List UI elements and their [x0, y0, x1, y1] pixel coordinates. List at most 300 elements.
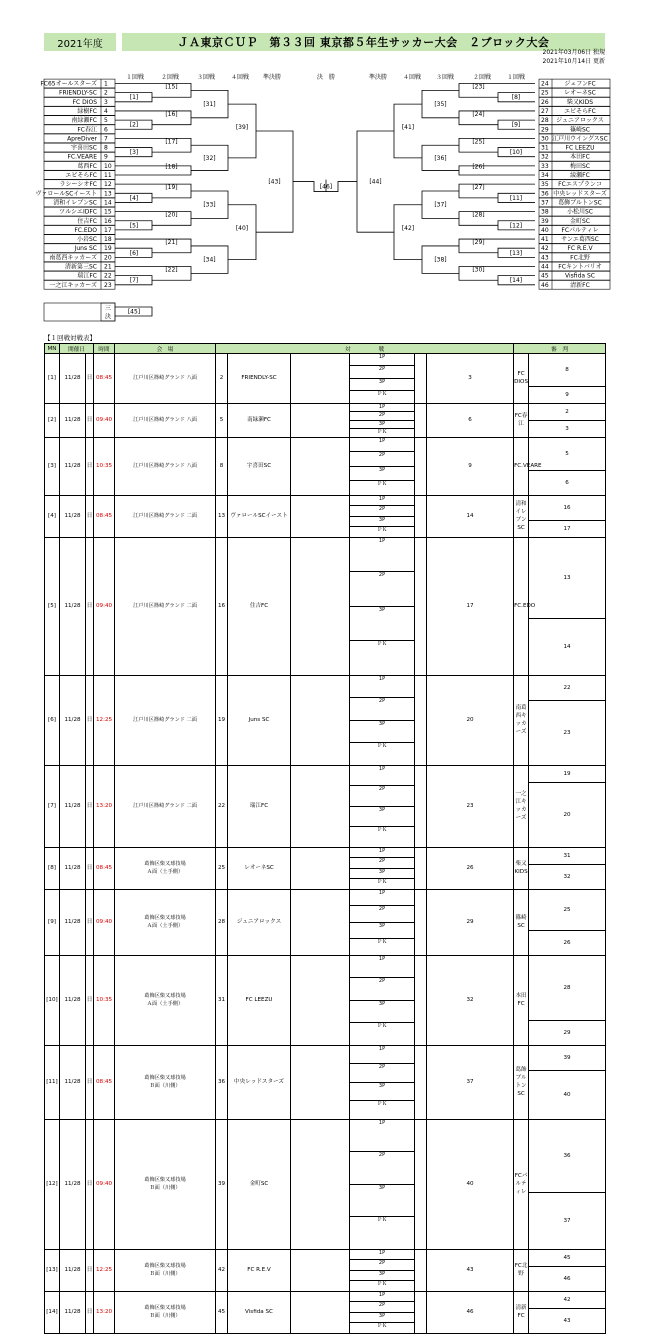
home-score-cell [291, 495, 350, 537]
period-label: ＰＫ [377, 827, 388, 834]
referee-number-cell: 8 [529, 354, 606, 387]
period-label: 3P [350, 1313, 414, 1324]
date-cell: 11/28 [60, 354, 86, 404]
match-number: [15] [165, 83, 178, 91]
created-date: 2021年03月06日 独規 [542, 49, 605, 56]
col-venue: 会 場 [115, 344, 216, 354]
team-name: エビそらFC [564, 107, 596, 115]
home-team-cell: FRIENDLY-SC [228, 354, 291, 404]
away-team-cell: 清和イレブンSC [514, 495, 529, 537]
period-label: ＰＫ [377, 879, 388, 886]
referee-number-cell: 14 [529, 618, 606, 675]
match-number: [8] [511, 94, 521, 102]
third-place-label: 決 [104, 313, 112, 321]
bracket-line [459, 138, 535, 152]
time-cell: 08:45 [94, 354, 115, 404]
period-list [350, 438, 414, 495]
referee-number-cell: 17 [529, 520, 606, 537]
away-number-cell: 32 [427, 955, 514, 1045]
team-number: 4 [104, 107, 108, 115]
team-name: 小松川SC [567, 208, 593, 216]
away-number-cell: 3 [427, 354, 514, 404]
team-name: FC春江 [77, 126, 97, 134]
away-number-cell: 43 [427, 1249, 514, 1291]
match-number: [16] [165, 110, 178, 118]
home-number-cell: 2 [216, 354, 228, 404]
away-score-cell [415, 847, 427, 889]
venue-cell [115, 1291, 216, 1333]
away-score-cell [415, 675, 427, 765]
team-name: 本田FC [570, 153, 590, 161]
away-number-cell: 9 [427, 437, 514, 495]
period-cell [350, 1119, 415, 1249]
team-name: 梅田SC [570, 162, 590, 170]
team-name: エビそらFC [65, 172, 97, 179]
away-score-cell [415, 354, 427, 404]
period-label: 2P [350, 1152, 414, 1185]
team-name: 宇喜田SC [71, 144, 97, 152]
period-list [350, 766, 414, 847]
period-label: ＰＫ [377, 1101, 388, 1108]
match-number: [27] [472, 184, 485, 192]
team-number: 24 [541, 80, 549, 88]
home-score-cell [291, 955, 350, 1045]
venue-line: Ａ面（土手側） [146, 923, 184, 930]
time-cell: 08:45 [94, 847, 115, 889]
bracket-line [115, 267, 191, 281]
time-cell: 08:45 [94, 1045, 115, 1119]
team-name: FCエスプランコ [558, 181, 602, 189]
home-team-cell: 金町SC [228, 1119, 291, 1249]
team-name: FRIENDLY-SC [59, 89, 97, 97]
venue-cell [115, 847, 216, 889]
bracket-line [115, 84, 191, 98]
period-cell [350, 1249, 415, 1291]
time-cell: 09:40 [94, 403, 115, 437]
home-team-cell: FC LEEZU [228, 955, 291, 1045]
team-name: 住吉FC [77, 217, 97, 225]
period-label: 1P [350, 354, 414, 366]
team-name: ツルシエIDFC [59, 208, 97, 216]
away-number-cell: 14 [427, 495, 514, 537]
venue-cell [115, 403, 216, 437]
round-header-right: ３回戦 [435, 74, 455, 81]
date-cell: 11/28 [60, 1119, 86, 1249]
team-name: サンエ葛西SC [561, 236, 599, 244]
weekday-cell: 日 [86, 495, 94, 537]
period-label: ＰＫ [377, 1217, 388, 1224]
match-number: [28] [472, 211, 485, 219]
away-number-cell: 29 [427, 889, 514, 955]
home-team-cell: FC R.E.V [228, 1249, 291, 1291]
referee-number-cell: 46 [529, 1266, 606, 1291]
period-cell [350, 675, 415, 765]
team-name: Visfida SC [565, 272, 595, 280]
home-number-cell: 25 [216, 847, 228, 889]
team-number: 6 [104, 126, 108, 134]
match-number: [17] [165, 138, 178, 146]
period-list [350, 676, 414, 765]
team-number: 35 [541, 181, 549, 189]
bracket-line [115, 138, 191, 152]
match-number: [41] [401, 123, 415, 131]
referee-number-cell: 9 [529, 387, 606, 404]
period-list [350, 956, 414, 1045]
venue-line: 葛飾区柴又球技場 [144, 861, 186, 868]
home-score-cell [291, 1045, 350, 1119]
period-label: 1P [350, 1120, 414, 1153]
home-team-cell: 住吉FC [228, 537, 291, 675]
home-number-cell: 31 [216, 955, 228, 1045]
team-name: FCパルティレ [561, 226, 599, 234]
team-number: 36 [541, 190, 549, 198]
team-name: 緑樹FC [77, 107, 97, 115]
match-number: [7] [129, 277, 139, 285]
team-number: 13 [104, 190, 112, 198]
date-cell: 11/28 [60, 537, 86, 675]
period-label: 2P [350, 786, 414, 807]
match-number: [37] [434, 201, 447, 209]
period-list [350, 1120, 414, 1249]
time-cell: 13:20 [94, 765, 115, 847]
period-label: 1P [350, 438, 414, 453]
period-cell [350, 955, 415, 1045]
match-number: [32] [203, 154, 216, 162]
match-number: [40] [235, 225, 249, 233]
table-row [45, 495, 606, 520]
round-header-left: ３回戦 [196, 74, 216, 81]
venue-cell [115, 955, 216, 1045]
third-place-label: 三 [104, 305, 112, 312]
period-label: 3P [350, 607, 414, 642]
team-name: FC北野 [570, 254, 590, 262]
period-label: ＰＫ [377, 481, 388, 488]
period-label: ＰＫ [377, 1323, 388, 1330]
match-number: [42] [401, 225, 415, 233]
time-cell: 12:25 [94, 1249, 115, 1291]
bracket-line [459, 239, 535, 253]
period-label: 2P [350, 1260, 414, 1271]
period-label: 3P [350, 869, 414, 880]
bracket-line [115, 166, 191, 175]
team-name: FC.EDO [74, 226, 97, 234]
match-number: [45] [127, 308, 141, 316]
home-number-cell: 22 [216, 765, 228, 847]
team-name: 篠崎SC [570, 126, 590, 134]
away-number-cell: 37 [427, 1045, 514, 1119]
venue-cell [115, 1045, 216, 1119]
team-name: 綾瀬FC [570, 172, 590, 179]
table-row [45, 889, 606, 930]
away-score-cell [415, 403, 427, 437]
weekday-cell: 日 [86, 675, 94, 765]
venue-cell [115, 495, 216, 537]
match-number: [10] [509, 149, 523, 157]
bracket-line [115, 111, 191, 125]
away-team-cell: FC北野 [514, 1249, 529, 1291]
team-name: 南緑瀬FC [71, 117, 97, 125]
home-score-cell [291, 1119, 350, 1249]
period-list [350, 1250, 414, 1291]
match-number: [38] [434, 256, 447, 264]
table-row [45, 403, 606, 420]
time-cell: 13:20 [94, 1291, 115, 1333]
team-name: 葛飾ブルトンSC [558, 199, 602, 207]
weekday-cell: 日 [86, 765, 94, 847]
team-name: FC.VEARE [67, 153, 97, 161]
period-label: 2P [350, 858, 414, 869]
table-row [45, 765, 606, 782]
match-number-cell: [8] [45, 847, 60, 889]
period-cell [350, 537, 415, 675]
venue-line: 葛飾区柴又球技場 [144, 1177, 186, 1184]
away-team-cell: 柴又KIDS [514, 847, 529, 889]
period-label: 3P [350, 1271, 414, 1282]
period-label: 3P [350, 1083, 414, 1102]
home-team-cell: Juns SC [228, 675, 291, 765]
team-name: 江戸川ウイングスSC [552, 135, 608, 143]
referee-number-cell: 43 [529, 1308, 606, 1333]
date-cell: 11/28 [60, 955, 86, 1045]
home-number-cell: 8 [216, 437, 228, 495]
col-time: 時間 [94, 344, 115, 354]
match-number: [11] [509, 194, 523, 202]
team-number: 21 [104, 263, 112, 271]
team-number: 14 [104, 199, 112, 207]
away-team-cell: 本田FC [514, 955, 529, 1045]
bracket-line [115, 212, 191, 226]
venue-line: 葛飾区柴又球技場 [144, 1263, 186, 1270]
away-team-cell: FCパルティレ [514, 1119, 529, 1249]
period-label: 3P [350, 1185, 414, 1218]
match-number: [19] [165, 184, 178, 192]
team-number: 3 [104, 98, 108, 106]
referee-number-cell: 45 [529, 1249, 606, 1266]
team-number: 32 [541, 153, 549, 161]
referee-number-cell: 2 [529, 403, 606, 420]
table-row [45, 675, 606, 700]
bracket-line [115, 239, 191, 253]
period-label: 3P [350, 517, 414, 527]
weekday-cell: 日 [86, 1249, 94, 1291]
period-label: ＰＫ [377, 1281, 388, 1288]
period-label: 1P [350, 404, 414, 413]
match-number-cell: [14] [45, 1291, 60, 1333]
venue-line: Ｂ面（川側） [149, 1083, 181, 1090]
team-name: ApreDiver [67, 135, 97, 143]
period-list [350, 538, 414, 675]
time-cell: 09:40 [94, 1119, 115, 1249]
period-label: 1P [350, 1046, 414, 1065]
away-team-cell: FC.VEARE [514, 437, 529, 495]
round-header-right: ４回戦 [402, 74, 422, 81]
team-number: 22 [104, 272, 112, 280]
away-score-cell [415, 955, 427, 1045]
away-score-cell [415, 889, 427, 955]
venue-line: 葛飾区柴又球技場 [144, 915, 186, 922]
period-label: 3P [350, 421, 414, 430]
match-number: [20] [165, 211, 178, 219]
team-number: 42 [541, 245, 549, 253]
team-name: FCキントバリオ [558, 263, 602, 271]
match-number: [23] [472, 83, 485, 91]
period-label: 3P [350, 467, 414, 482]
match-number: [21] [165, 238, 178, 246]
team-name: 金町SC [570, 217, 590, 225]
home-team-cell: 宇喜田SC [228, 437, 291, 495]
match-number: [33] [203, 201, 216, 209]
period-label: 2P [350, 412, 414, 421]
period-label: 1P [350, 676, 414, 699]
away-score-cell [415, 1291, 427, 1333]
period-label: 1P [350, 1292, 414, 1303]
period-cell [350, 847, 415, 889]
team-name: 清新FC [570, 281, 590, 289]
team-number: 46 [541, 281, 549, 289]
schedule-header [45, 344, 606, 354]
away-number-cell: 17 [427, 537, 514, 675]
time-cell: 09:40 [94, 889, 115, 955]
match-number-cell: [10] [45, 955, 60, 1045]
team-name: 瑞江FC [77, 272, 97, 280]
weekday-cell: 日 [86, 889, 94, 955]
match-number: [2] [129, 121, 139, 129]
venue-cell [115, 1119, 216, 1249]
venue-cell [115, 765, 216, 847]
team-number: 25 [541, 89, 549, 97]
time-cell: 12:25 [94, 675, 115, 765]
period-list [350, 1046, 414, 1119]
period-label: ＰＫ [377, 743, 388, 750]
table-row [45, 437, 606, 470]
referee-number-cell: 32 [529, 864, 606, 889]
match-number: [39] [235, 123, 249, 131]
page-title: ＪＡ東京ＣＵＰ 第３３回 東京都５年生サッカー大会 ２ブロック大会 [122, 33, 605, 51]
referee-number-cell: 37 [529, 1192, 606, 1249]
referee-number-cell: 25 [529, 889, 606, 930]
home-score-cell [291, 675, 350, 765]
away-score-cell [415, 1119, 427, 1249]
table-row [45, 955, 606, 1020]
period-list [350, 1292, 414, 1333]
match-number-cell: [13] [45, 1249, 60, 1291]
match-number: [31] [203, 101, 216, 109]
period-label: 1P [350, 538, 414, 573]
team-name: 葛西FC [77, 162, 97, 170]
venue-line: 江戸川区篠崎グランド 二面 [133, 717, 197, 724]
date-cell: 11/28 [60, 403, 86, 437]
match-number-cell: [1] [45, 354, 60, 404]
bracket-line [228, 205, 256, 260]
venue-line: 江戸川区篠崎グランド 八面 [133, 417, 197, 424]
team-number: 40 [541, 226, 549, 234]
home-score-cell [291, 765, 350, 847]
period-cell [350, 889, 415, 955]
referee-number-cell: 13 [529, 537, 606, 618]
venue-line: 葛飾区柴又球技場 [144, 1075, 186, 1082]
time-cell: 10:35 [94, 955, 115, 1045]
referee-number-cell: 39 [529, 1045, 606, 1070]
period-label: 3P [350, 1001, 414, 1024]
venue-cell [115, 354, 216, 404]
home-team-cell: 瑞江FC [228, 765, 291, 847]
period-label: 2P [350, 572, 414, 607]
away-number-cell: 46 [427, 1291, 514, 1333]
match-number-cell: [5] [45, 537, 60, 675]
team-name: FC DIOS [72, 98, 97, 106]
team-number: 43 [541, 254, 549, 262]
weekday-cell: 日 [86, 354, 94, 404]
weekday-cell: 日 [86, 1119, 94, 1249]
team-number: 20 [104, 254, 112, 262]
venue-line: 葛飾区柴又球技場 [144, 993, 186, 1000]
schedule-title: 【１回戦対戦表】 [44, 334, 96, 342]
home-score-cell [291, 1291, 350, 1333]
team-number: 11 [104, 172, 112, 179]
weekday-cell: 日 [86, 955, 94, 1045]
period-label: 1P [350, 890, 414, 907]
period-label: ＰＫ [377, 527, 388, 534]
home-score-cell [291, 1249, 350, 1291]
referee-number-cell: 40 [529, 1070, 606, 1119]
period-cell [350, 403, 415, 437]
away-number-cell: 40 [427, 1119, 514, 1249]
team-number: 38 [541, 208, 549, 216]
team-number: 7 [104, 135, 108, 143]
team-name: 柴又KIDS [566, 98, 594, 106]
referee-number-cell: 28 [529, 955, 606, 1020]
team-number: 41 [541, 236, 549, 244]
year-label: 2021年度 [44, 33, 116, 51]
team-number: 44 [541, 263, 549, 271]
away-number-cell: 6 [427, 403, 514, 437]
period-label: 1P [350, 956, 414, 979]
table-row [45, 1045, 606, 1070]
match-number: [5] [129, 222, 139, 230]
match-number-cell: [11] [45, 1045, 60, 1119]
referee-number-cell: 3 [529, 420, 606, 437]
match-number-cell: [7] [45, 765, 60, 847]
home-score-cell [291, 354, 350, 404]
home-number-cell: 19 [216, 675, 228, 765]
match-number-cell: [9] [45, 889, 60, 955]
team-number: 8 [104, 144, 108, 152]
away-score-cell [415, 437, 427, 495]
period-label: 1P [350, 766, 414, 787]
venue-line: 江戸川区篠崎グランド 二面 [133, 513, 197, 520]
round-header-right: 準決勝 [368, 74, 388, 81]
period-label: 2P [350, 906, 414, 923]
referee-number-cell: 26 [529, 930, 606, 955]
team-number: 39 [541, 217, 549, 225]
venue-line: 葛飾区柴又球技場 [144, 1305, 186, 1312]
team-number: 45 [541, 272, 549, 280]
bracket-line [394, 205, 422, 260]
period-label: 2P [350, 1064, 414, 1083]
team-name: 清和イレブンSC [53, 199, 97, 207]
team-number: 1 [104, 80, 108, 88]
period-label: ＰＫ [377, 641, 388, 648]
bracket-line [459, 267, 535, 281]
away-team-cell: 葛飾ブルトンSC [514, 1045, 529, 1119]
table-row [45, 1119, 606, 1192]
home-team-cell: ジュニアロックス [228, 889, 291, 955]
home-score-cell [291, 847, 350, 889]
match-number: [25] [472, 138, 485, 146]
match-number: [3] [129, 149, 139, 157]
date-cell: 11/28 [60, 847, 86, 889]
venue-line: Ａ面（土手側） [146, 1001, 184, 1008]
